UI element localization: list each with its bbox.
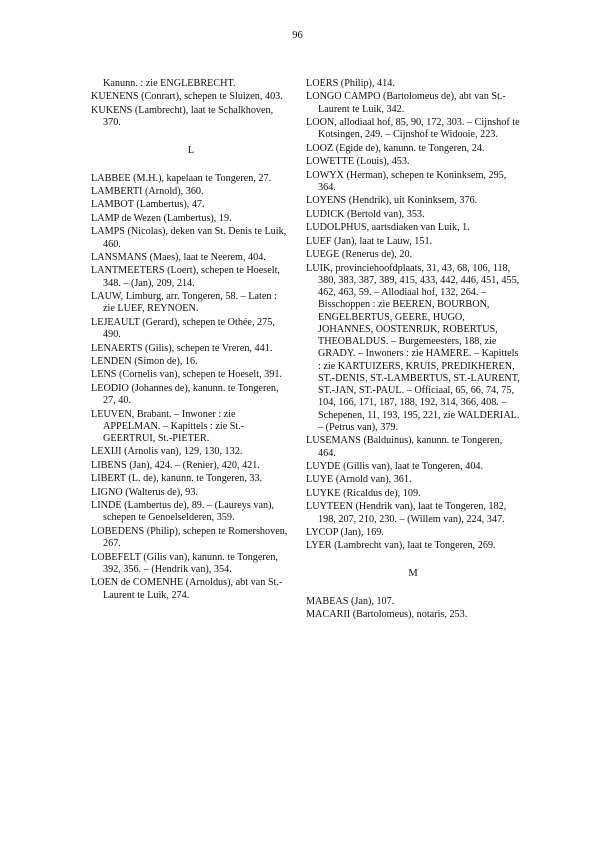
index-entry: LUDOLPHUS, aartsdiaken van Luik, 1. [306, 222, 470, 234]
index-entry: LUEF (Jan), laat te Lauw, 151. [306, 235, 433, 247]
index-entry: MABEAS (Jan), 107. [306, 595, 395, 607]
index-entry: LEUVEN, Brabant. – Inwoner : zie APPELMAN. – Kapittels : zie St.-GEERTRUI, St.-PIETER. [91, 408, 245, 444]
index-entry: LANSMANS (Maes), laat te Neerem, 404. [91, 252, 266, 263]
index-entry-continuation: Kanunn. : zie ENGLEBRECHT. [103, 78, 236, 89]
index-entry: LONGO CAMPO (Bartolomeus de), abt van St.-Laurent te Luik, 342. [306, 91, 506, 115]
index-column-right [306, 78, 520, 623]
index-entry: LEJEAULT (Gerard), schepen te Othée, 275, 490. [91, 316, 275, 341]
index-entry: LAMBERTI (Arnold), 360. [91, 186, 204, 197]
index-entry: LAMPS (Nicolas), deken van St. Denis te Luik, 460. [91, 226, 287, 250]
index-entry: LAMP de Wezen (Lambertus), 19. [91, 212, 232, 224]
index-entry: LUYDE (Gillis van), laat te Tongeren, 404. [306, 460, 484, 472]
index-entry: LUDICK (Bertold van), 353. [306, 208, 425, 220]
index-entry: LUYE (Arnold van), 361. [306, 474, 412, 486]
index-entry: LAUW, Limburg, arr. Tongeren, 58. – Laten : zie LUEF, REYNOEN. [91, 291, 277, 315]
index-entry: LUIK, provinciehoofdplaats, 31, 43, 68, 106, 118, 380, 383, 387, 389, 415, 433, 442, 446, 451, 455, 462, 463, 59. – Allodiaal hof, 132, 264. – Bisschoppen : zie BEEREN, BOURBON, ENGELBERTUS, GEERE, HUGO, JOHANNES, OOSTENRIJK, ROBERTUS, THEOBALDUS. – Burgemeesters, 188, zie GRADY. – Inwoners : zie HAMERE. – Kapittels : zie KARTUIZERS, KRUIS, PREDIKHEREN, ST.-DENIS, ST.-LAMBERTUS, ST.-LAURENT, ST.-JAN, ST.-PAUL. – Officiaal, 65, 66, 74, 75, 104, 166, 171, 187, 188, 192, 314, 366, 408. – Schepenen, 11, 193, 195, 221, zie WALDERIAL. – (Petrus van), 379. [306, 262, 520, 433]
index-entry: LUYTEEN (Hendrik van), laat te Tongeren, 182, 198, 207, 210, 230. – (Willem van), 224, 347. [306, 501, 507, 525]
index-entry: LAMBOT (Lambertus), 47. [91, 199, 205, 211]
index-entry: LUEGE (Renerus de), 20. [306, 249, 413, 261]
index-entry: KUENENS (Conrart), schepen te Sluizen, 403. [91, 91, 283, 103]
index-entry: KUKENS (Lambrecht), laat te Schalkhoven, 370. [91, 104, 274, 129]
section-letter-heading: L [187, 144, 195, 156]
index-entry: LIBENS (Jan), 424. – (Renier), 420, 421. [91, 459, 260, 471]
index-entry: LINDE (Lambertus de), 89. – (Laureys van), schepen te Genoelselderen, 359. [91, 500, 275, 524]
index-entry: LOERS (Philip), 414. [306, 78, 395, 89]
index-entry: LENDEN (Simon de), 16. [91, 355, 198, 367]
index-entry: LEODIO (Johannes de), kanunn. te Tongeren, 27, 40. [91, 382, 279, 407]
index-entry: LOOZ (Egide de), kanunn. te Tongeren, 24. [306, 142, 485, 154]
index-entry: LOBEFELT (Gilis van), kanunn. te Tongeren, 392, 356. – (Hendrik van), 354. [91, 551, 278, 575]
index-entry: LIGNO (Walterus de), 93. [91, 486, 198, 498]
section-letter-heading: M [408, 567, 418, 579]
index-entry: LOWYX (Herman), schepen te Koninksem, 295, 364. [306, 169, 507, 193]
index-entry: LOYENS (Hendrik), uit Koninksem, 376. [306, 195, 478, 207]
index-column-left [91, 78, 291, 603]
index-entry: LANTMEETERS (Loert), schepen te Hoeselt, 348. – (Jan), 209, 214. [91, 265, 280, 289]
index-entry: LENAERTS (Gilis), schepen te Vreren, 441. [91, 342, 273, 354]
index-entry: LUYKE (Ricaldus de), 109. [306, 487, 421, 499]
index-entry: LENS (Cornelis van), schepen te Hoeselt, 391. [91, 369, 282, 381]
index-entry: LUSEMANS (Balduinus), kanunn. te Tongeren, 464. [306, 435, 503, 459]
index-entry: LYCOP (Jan), 169. [306, 526, 384, 538]
index-entry: MACARII (Bartolomeus), notaris, 253. [306, 609, 468, 621]
index-entry: LOBEDENS (Philip), schepen te Romershoven, 267. [91, 525, 288, 550]
index-entry: LOON, allodiaal hof, 85, 90, 172, 303. – Cijnshof te Kotsingen, 249. – Cijnshof te Widooie, 223. [306, 117, 520, 141]
index-entry: LEXIJI (Arnolis van), 129, 130, 132. [91, 446, 243, 458]
index-entry: LOWETTE (Louis), 453. [306, 156, 410, 168]
page-number: 96 [292, 30, 303, 41]
index-entry: LIBERT (L. de), kanunn. te Tongeren, 33. [91, 473, 263, 485]
index-entry: LABBEE (M.H.), kapelaan te Tongeren, 27. [91, 172, 272, 184]
index-entry: LYER (Lambrecht van), laat te Tongeren, 269. [306, 540, 496, 552]
index-entry: LOEN de COMENHE (Arnoldus), abt van St.-Laurent te Luik, 274. [91, 577, 283, 601]
